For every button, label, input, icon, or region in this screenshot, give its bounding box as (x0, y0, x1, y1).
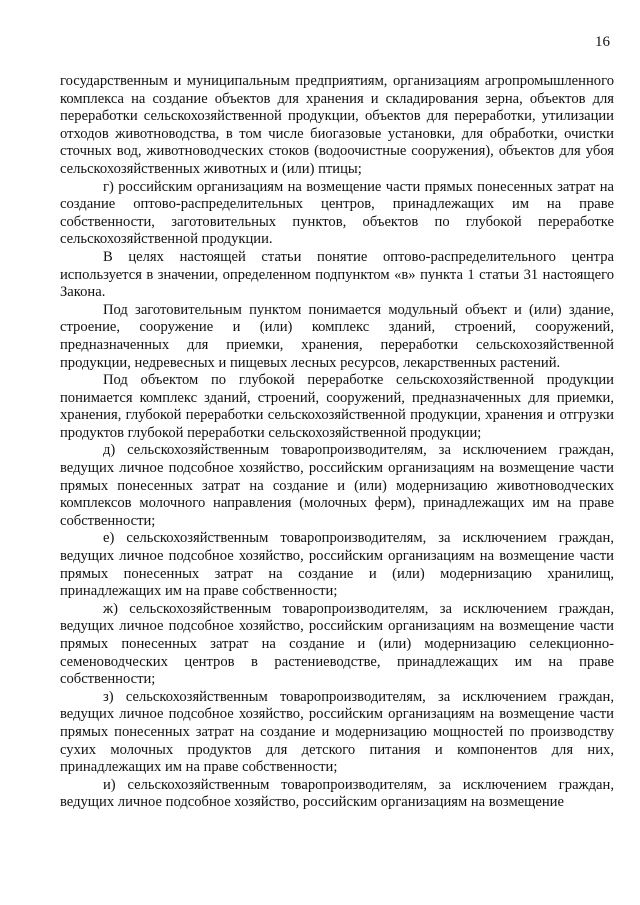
paragraph-9: з) сельскохозяйственным товаропроизводителям, за исключением граждан, ведущих личное подсобное хозяйство, российским организациям на возмещение части прямых понесенных затрат на создание и модернизацию мощностей по производству сухих молочных продуктов для детского питания и компонентов для них, принадлежащих им на праве собственности; (60, 688, 614, 776)
paragraph-6: д) сельскохозяйственным товаропроизводителям, за исключением граждан, ведущих личное подсобное хозяйство, российским организациям на возмещение части прямых понесенных затрат на создание и (или) модернизацию животноводческих комплексов молочного направления (молочных ферм), принадлежащих им на праве собственности; (60, 442, 614, 529)
paragraph-8: ж) сельскохозяйственным товаропроизводителям, за исключением граждан, ведущих личное подсобное хозяйство, российским организациям на возмещение части прямых понесенных затрат на создание и (или) модернизацию селекционно-семеноводческих центров в растениеводстве, принадлежащих им на праве собственности; (60, 600, 614, 688)
paragraph-5: Под объектом по глубокой переработке сельскохозяйственной продукции понимается комплекс зданий, строений, сооружений, предназначенных для приемки, хранения, глубокой переработки сельскохозяйственной продукции, хранения и отгрузки продуктов глубокой переработки сельскохозяйственной продукции; (60, 372, 614, 441)
page-number: 16 (595, 34, 610, 50)
paragraph-7: е) сельскохозяйственным товаропроизводителям, за исключением граждан, ведущих личное подсобное хозяйство, российским организациям на возмещение части прямых понесенных затрат на создание и (или) модернизацию хранилищ, принадлежащих им на праве собственности; (60, 530, 614, 600)
paragraph-3: В целях настоящей статьи понятие оптово-распределительного центра используется в значении, определенном подпунктом «в» пункта 1 статьи 31 настоящего Закона. (60, 248, 614, 301)
paragraph-10: и) сельскохозяйственным товаропроизводителям, за исключением граждан, ведущих личное подсобное хозяйство, российским организациям на возмещение (60, 776, 614, 811)
paragraph-4: Под заготовительным пунктом понимается модульный объект и (или) здание, строение, сооружение и (или) комплекс зданий, строений, сооружений, предназначенных для приемки, хранения, переработки сельскохозяйственной продукции, недревесных и пищевых лесных ресурсов, лекарственных растений. (60, 301, 614, 371)
paragraph-1: государственным и муниципальным предприятиям, организациям агропромышленного комплекса на создание объектов для хранения и складирования зерна, объектов для переработки сельскохозяйственной продукции, объектов для переработки, утилизации отходов животноводства, в том числе биогазовые установки, для обработки, очистки сточных вод, животноводческих стоков (водоочистные сооружения), объектов для убоя сельскохозяйственных животных и (или) птицы; (60, 73, 614, 177)
document-body (60, 73, 614, 812)
paragraph-2: г) российским организациям на возмещение части прямых понесенных затрат на создание оптово-распределительных центров, принадлежащих им на праве собственности, заготовительных пунктов, объектов по глубокой переработке сельскохозяйственной продукции. (60, 178, 614, 248)
